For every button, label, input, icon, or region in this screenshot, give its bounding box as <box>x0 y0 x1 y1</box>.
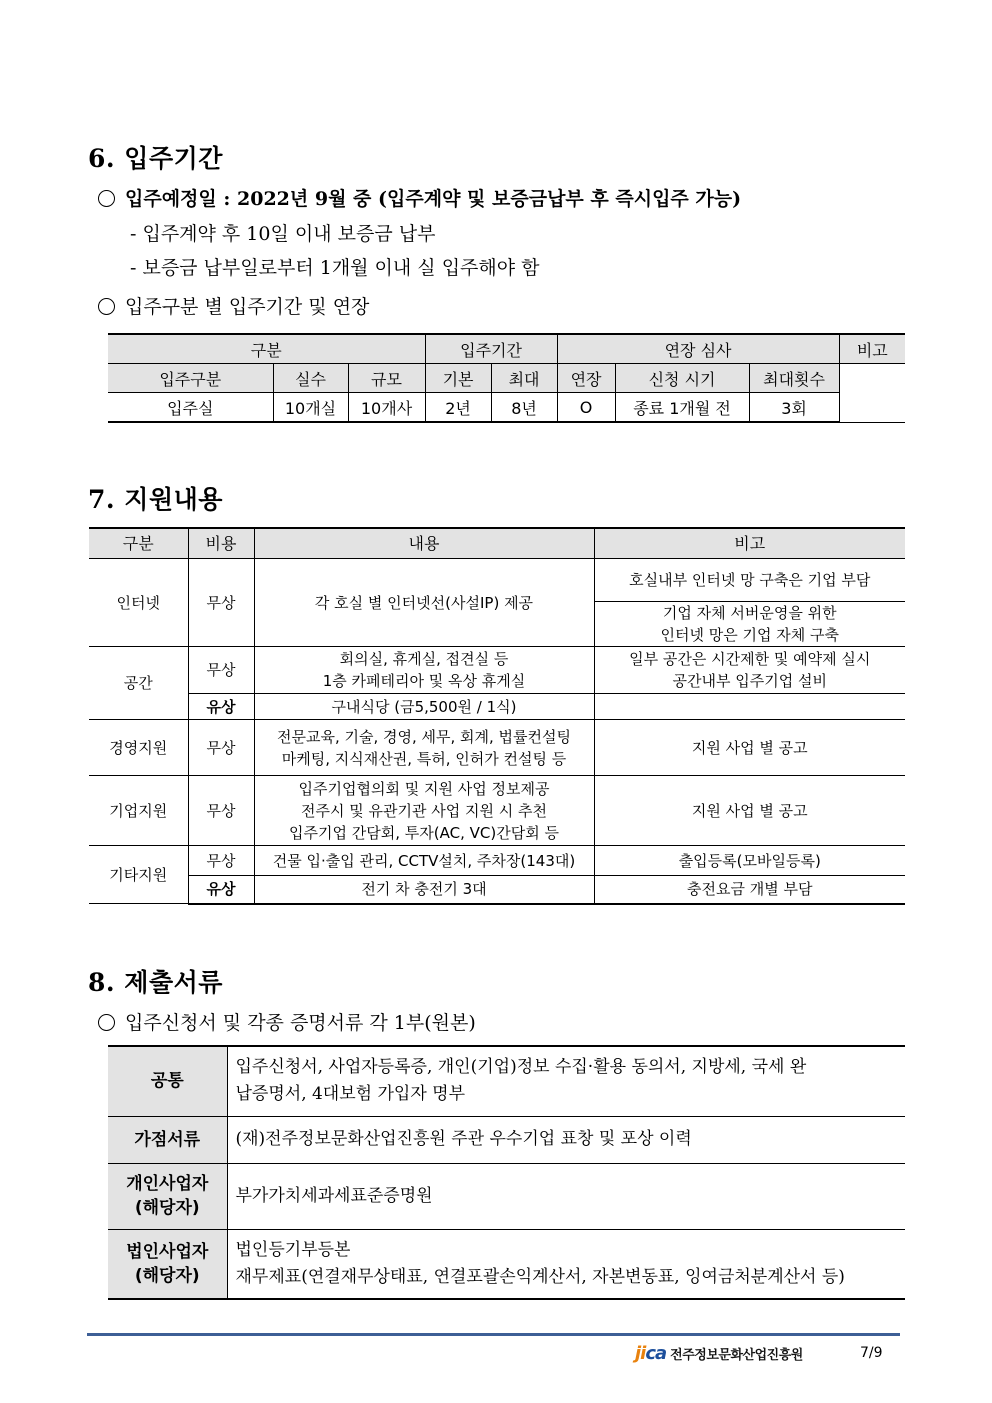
cell-maxcount: 3회 <box>749 393 839 423</box>
doc-key-line: (해당자) <box>134 1265 200 1286</box>
header-note: 비고 <box>594 528 905 559</box>
circle-bullet-icon <box>98 190 115 207</box>
doc-line: 재무제표(연결재무상태표, 연결포괄손익계산서, 자본변동표, 잉여금처분계산서 등) <box>235 1266 845 1287</box>
note-cell <box>594 647 905 694</box>
section-8-title: 8. 제출서류 <box>88 968 223 997</box>
organization-logo <box>635 1342 803 1364</box>
cost-cell: 무상 <box>188 776 254 846</box>
header-extension: 연장 심사 <box>557 334 839 364</box>
note-line: 인터넷 망은 기업 자체 구축 <box>660 626 839 644</box>
header-cost: 비용 <box>188 528 254 559</box>
content-cell: 전기 차 충전기 3대 <box>254 876 594 904</box>
note-cell <box>594 602 905 647</box>
content-line: 1층 카페테리아 및 옥상 휴게실 <box>322 672 526 690</box>
logo-mark-part: ca <box>645 1342 667 1364</box>
header-type: 입주구분 <box>108 364 273 393</box>
header-maxcount: 최대횟수 <box>749 364 839 393</box>
footer-divider <box>87 1333 900 1336</box>
category-management: 경영지원 <box>89 720 188 776</box>
cell-max: 8년 <box>491 393 557 423</box>
header-apply: 신청 시기 <box>615 364 749 393</box>
doc-line: 입주신청서, 사업자등록증, 개인(기업)정보 수집·활용 동의서, 지방세, 국세 완 <box>235 1057 807 1078</box>
content-cell: 구내식당 (금5,500원 / 1식) <box>254 694 594 720</box>
content-cell <box>254 720 594 776</box>
page-number: 7/9 <box>860 1345 883 1361</box>
cell-scale: 10개사 <box>348 393 425 423</box>
note-cell: 호실내부 인터넷 망 구축은 기업 부담 <box>594 559 905 602</box>
section-7-title: 7. 지원내용 <box>88 485 223 514</box>
header-period: 입주기간 <box>425 334 557 364</box>
sub-item: - 입주계약 후 10일 이내 보증금 납부 <box>130 223 436 245</box>
doc-key-common: 공통 <box>108 1046 227 1116</box>
header-max: 최대 <box>491 364 557 393</box>
bullet-move-in-date <box>98 184 741 211</box>
content-line: 전주시 및 유관기관 사업 지원 시 추천 <box>301 801 547 820</box>
doc-value: (재)전주정보문화산업진흥원 주관 우수기업 표창 및 포상 이력 <box>227 1116 905 1163</box>
content-line: 입주기업 간담회, 투자(AC, VC)간담회 등 <box>289 823 559 842</box>
doc-key-line: 법인사업자 <box>126 1241 209 1262</box>
bullet-period-by-type <box>98 292 369 319</box>
note-cell: 지원 사업 별 공고 <box>594 720 905 776</box>
note-cell: 출입등록(모바일등록) <box>594 846 905 876</box>
note-cell: 충전요금 개별 부담 <box>594 876 905 904</box>
circle-bullet-icon <box>98 1014 115 1031</box>
bullet-text: 입주신청서 및 각종 증명서류 각 1부(원본) <box>125 1012 476 1034</box>
section-6-title: 6. 입주기간 <box>88 144 223 173</box>
circle-bullet-icon <box>98 298 115 315</box>
doc-key-individual <box>108 1163 227 1229</box>
header-group: 구분 <box>108 334 425 364</box>
bullet-documents <box>98 1008 476 1035</box>
cell-rooms: 10개실 <box>273 393 348 423</box>
category-internet: 인터넷 <box>89 559 188 647</box>
doc-value <box>227 1229 905 1299</box>
doc-key-line: 개인사업자 <box>126 1174 209 1194</box>
sub-item: - 보증금 납부일로부터 1개월 이내 실 입주해야 함 <box>130 257 540 279</box>
cost-cell-paid: 유상 <box>188 694 254 720</box>
logo-mark-part: ji <box>635 1342 646 1364</box>
note-line: 일부 공간은 시간제한 및 예약제 실시 <box>629 650 871 668</box>
bullet-text: 입주구분 별 입주기간 및 연장 <box>125 296 370 318</box>
note-cell <box>594 694 905 720</box>
required-documents-table <box>108 1045 905 1300</box>
cost-cell-paid: 유상 <box>188 876 254 904</box>
doc-value <box>227 1046 905 1116</box>
support-content-table <box>89 527 905 905</box>
cost-cell: 무상 <box>188 647 254 694</box>
cell-apply: 종료 1개월 전 <box>615 393 749 423</box>
note-line: 공간내부 입주기업 설비 <box>672 672 827 690</box>
category-space: 공간 <box>89 647 188 720</box>
content-cell: 각 호실 별 인터넷선(사설IP) 제공 <box>254 559 594 647</box>
note-line: 기업 자체 서버운영을 위한 <box>662 604 837 622</box>
header-ext: 연장 <box>557 364 615 393</box>
header-basic: 기본 <box>425 364 491 393</box>
note-cell: 지원 사업 별 공고 <box>594 776 905 846</box>
cost-cell: 무상 <box>188 559 254 647</box>
doc-value: 부가가치세과세표준증명원 <box>227 1163 905 1229</box>
header-scale: 규모 <box>348 364 425 393</box>
header-content: 내용 <box>254 528 594 559</box>
bullet-text: 입주예정일 : 2022년 9월 중 (입주계약 및 보증금납부 후 즉시입주 가능) <box>125 188 742 210</box>
doc-line: 납증명서, 4대보험 가입자 명부 <box>235 1084 465 1105</box>
content-line: 마케팅, 지식재산권, 특허, 인허가 컨설팅 등 <box>281 749 567 768</box>
doc-key-corporate <box>108 1229 227 1299</box>
jica-logo-icon <box>635 1343 666 1364</box>
content-line: 입주기업협의회 및 지원 사업 정보제공 <box>298 779 550 798</box>
header-rooms: 실수 <box>273 364 348 393</box>
doc-line: 법인등기부등본 <box>235 1239 351 1260</box>
cost-cell: 무상 <box>188 846 254 876</box>
doc-key-bonus: 가점서류 <box>108 1116 227 1163</box>
content-cell <box>254 776 594 846</box>
category-other: 기타지원 <box>89 846 188 904</box>
content-line: 전문교육, 기술, 경영, 세무, 회계, 법률컨설팅 <box>276 727 571 746</box>
content-line: 회의실, 휴게실, 접견실 등 <box>339 650 509 668</box>
content-cell <box>254 647 594 694</box>
cell-basic: 2년 <box>425 393 491 423</box>
content-cell: 건물 입·출입 관리, CCTV설치, 주차장(143대) <box>254 846 594 876</box>
category-company: 기업지원 <box>89 776 188 846</box>
doc-key-line: (해당자) <box>134 1198 200 1218</box>
cell-type: 입주실 <box>108 393 273 423</box>
cell-ext: O <box>557 393 615 423</box>
header-category: 구분 <box>89 528 188 559</box>
note-cell <box>839 364 905 423</box>
organization-name: 전주정보문화산업진흥원 <box>670 1347 803 1363</box>
occupancy-period-table <box>108 333 905 423</box>
cost-cell: 무상 <box>188 720 254 776</box>
header-note: 비고 <box>839 334 905 364</box>
